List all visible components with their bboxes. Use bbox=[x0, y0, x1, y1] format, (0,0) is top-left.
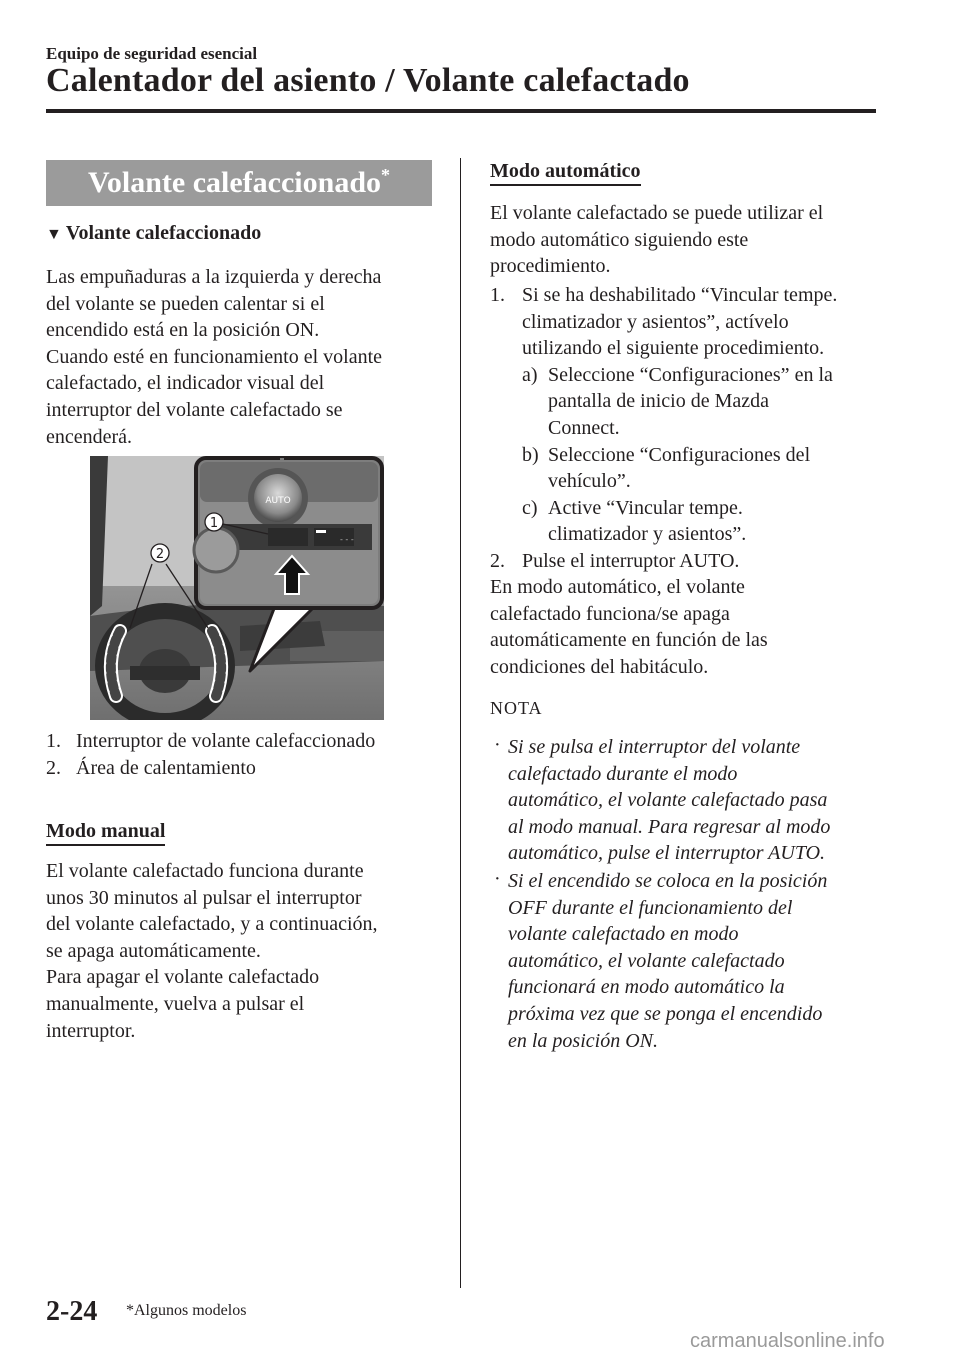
intro-line: Cuando esté en funcionamiento el volante bbox=[46, 345, 383, 368]
step-number: 1. bbox=[490, 284, 505, 306]
step-number: a) bbox=[522, 363, 538, 386]
manual-mode-paragraph: El volante calefactado funciona durante unos 30 minutos al pulsar el interruptor del volante calefactado, y a continuación, se apaga automáticamente. Para apagar el volante calefactado manualmente, vuelva a pulsar el interruptor. bbox=[46, 860, 378, 1042]
column-divider bbox=[460, 158, 461, 1288]
intro-line: Las empuñaduras a la izquierda y derecha bbox=[46, 266, 382, 288]
title-rule bbox=[46, 109, 876, 113]
svg-text:- - -: - - - bbox=[340, 535, 354, 544]
banner-asterisk: * bbox=[381, 165, 391, 185]
intro-line: calefactado, el indicador visual del bbox=[46, 372, 325, 395]
bullet-glyph: · bbox=[494, 868, 501, 890]
step-text: vehículo”. bbox=[548, 470, 631, 493]
auto-mode-heading: Modo automático bbox=[490, 160, 641, 186]
manual-mode-heading: Modo manual bbox=[46, 820, 165, 846]
footnote: *Algunos modelos bbox=[126, 1302, 247, 1319]
step-text: pantalla de inicio de Mazda bbox=[548, 390, 770, 413]
page-number: 2-24 bbox=[46, 1296, 98, 1327]
subsection-heading-text: Volante calefaccionado bbox=[65, 222, 262, 244]
watermark: carmanualsonline.info bbox=[690, 1330, 885, 1352]
steering-wheel-figure bbox=[90, 456, 384, 720]
bullet-glyph: · bbox=[494, 734, 501, 756]
step-text: Connect. bbox=[548, 417, 620, 439]
intro-line: interruptor del volante calefactado se bbox=[46, 398, 343, 421]
auto-knob-label: AUTO bbox=[265, 496, 291, 506]
auto-mode-result: En modo automático, el volante calefactado funciona/se apaga automáticamente en función de las condiciones del habitáculo. bbox=[490, 576, 768, 678]
callout-1: 1 bbox=[209, 516, 219, 531]
callout-2: 2 bbox=[155, 547, 165, 562]
note-item: · Si se pulsa el interruptor del volante calefactado durante el modo automático, el volante calefactado pasa al modo manual. Para regresar al modo automático, pulse el interruptor AUTO. bbox=[494, 734, 831, 865]
auto-mode-paragraph: El volante calefactado se puede utilizar el modo automático siguiendo este procedimiento. bbox=[490, 202, 824, 278]
step-text: Pulse el interruptor AUTO. bbox=[522, 550, 740, 572]
chapter-label: Equipo de seguridad esencial bbox=[46, 44, 258, 63]
figure-legend bbox=[46, 728, 375, 781]
step-text: Active “Vincular tempe. bbox=[548, 496, 743, 519]
step-text: climatizador y asientos”. bbox=[548, 523, 747, 546]
step-number: 2. bbox=[490, 550, 505, 572]
page-title: Calentador del asiento / Volante calefactado bbox=[46, 62, 690, 99]
step-text: Si se ha deshabilitado “Vincular tempe. bbox=[522, 284, 838, 306]
intro-paragraph bbox=[46, 264, 382, 450]
step-text: Seleccione “Configuraciones del bbox=[548, 443, 811, 466]
step-text: utilizando el siguiente procedimiento. bbox=[522, 337, 825, 360]
triangle-down-icon: ▼ bbox=[46, 226, 62, 243]
intro-line: del volante se pueden calentar si el bbox=[46, 292, 325, 315]
step-text: Seleccione “Configuraciones” en la bbox=[548, 363, 833, 386]
note-item: · Si el encendido se coloca en la posición OFF durante el funcionamiento del volante calefactado en modo automático, el volante calefactado funcionará en modo automático la próxima vez que se ponga el encendido en la posición ON. bbox=[494, 868, 828, 1052]
legend-item: 2. Área de calentamiento bbox=[46, 756, 256, 779]
step-number: c) bbox=[522, 496, 538, 519]
section-banner bbox=[46, 160, 432, 206]
legend-item: 1. Interruptor de volante calefaccionado bbox=[46, 730, 376, 752]
step-text: climatizador y asientos”, actívelo bbox=[522, 310, 789, 333]
banner-title: Volante calefaccionado bbox=[87, 166, 382, 199]
note-label: NOTA bbox=[490, 698, 543, 718]
subsection-heading bbox=[46, 222, 261, 245]
step-number: b) bbox=[522, 443, 539, 466]
intro-line: encendido está en la posición ON. bbox=[46, 319, 320, 342]
intro-line: encenderá. bbox=[46, 425, 133, 448]
